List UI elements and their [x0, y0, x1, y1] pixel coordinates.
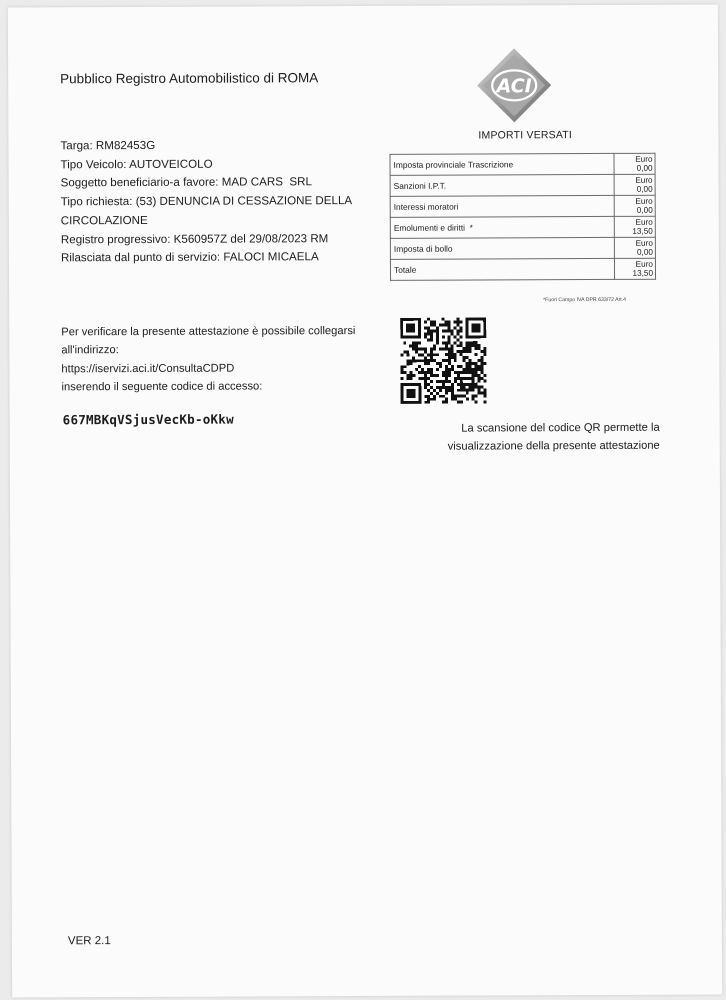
table-row: Emolumenti e diritti * Euro 13,50 [390, 216, 655, 238]
page-title: Pubblico Registro Automobilistico di ROMA [60, 70, 319, 87]
table-row-total: Totale Euro 13,50 [390, 258, 655, 280]
document-page [8, 4, 722, 997]
qr-caption: La scansione del codice QR permette la visualizzazione della presente attestazione [447, 421, 660, 453]
qr-code-icon [400, 317, 486, 403]
table-row: Imposta di bollo Euro 0,00 [390, 237, 655, 259]
tipo-richiesta-value: (53) DENUNCIA DI CESSAZIONE DELLA CIRCOLAZIONE [60, 194, 352, 228]
aci-logo-icon [474, 45, 554, 125]
targa-value: RM82453G [95, 138, 156, 153]
version-label: VER 2.1 [67, 935, 111, 948]
rilasciata-value: FALOCI MICAELA [223, 250, 319, 264]
svg-text:ACI: ACI [496, 75, 532, 98]
verify-block: Per verificare la presente attestazione è possibile collegarsi all'indirizzo: https://iservizi.aci.it/ConsultaCDPD inserendo il seguente codice di accesso: [61, 322, 381, 397]
iva-note: *Fuori Campo IVA DPR 633/72 Art.4 [543, 296, 627, 304]
importi-table [389, 153, 656, 281]
tipo-veicolo-value: AUTOVEICOLO [129, 157, 213, 171]
table-row: Imposta provinciale Trascrizione Euro 0,00 [390, 153, 655, 175]
registro-value: K560957Z del 29/08/2023 RM [173, 231, 329, 246]
details-block: Targa: RM82453G Tipo Veicolo: AUTOVEICOLO Soggetto beneficiario-a favore: MAD CARS SRL Tipo richiesta: (53) DENUNCIA DI CESSAZIONE DELLA CIRCOLAZIONE Registro progressivo: K560957Z del 29/08/2023 RM Rilasciata dal punto di servizio: FALOCI MICAELA [60, 138, 352, 265]
table-row: Interessi moratori Euro 0,00 [390, 195, 655, 217]
verify-url[interactable]: https://iservizi.aci.it/ConsultaCDPD [61, 362, 235, 375]
importi-title: IMPORTI VERSATI [478, 129, 573, 142]
access-code: 667MBKqVSjusVecKb-oKkw [62, 411, 234, 428]
table-row: Sanzioni I.P.T. Euro 0,00 [390, 174, 655, 196]
soggetto-value: MAD CARS SRL [221, 175, 312, 190]
